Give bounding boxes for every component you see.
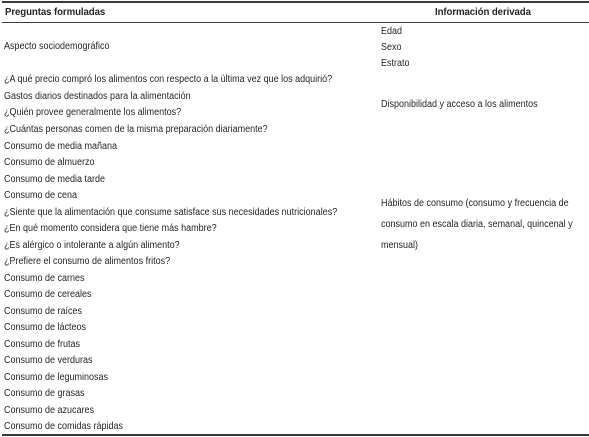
derived-habitos: Hábitos de consumo (consumo y frecuencia de consumo en escala diaria, semanal, quincenal y mensual)	[381, 198, 573, 251]
table-row: Consumo de cereales	[4, 289, 92, 300]
table-row: ¿Quién provee generalmente los alimentos?	[4, 107, 182, 118]
table-row: Consumo de frutas	[4, 339, 81, 350]
table-row: ¿Es alérgico o intolerante a algún alimento?	[4, 240, 180, 251]
table-row: ¿Cuántas personas comen de la misma preparación diariamente?	[4, 124, 268, 135]
table-row: ¿Prefiere el consumo de alimentos fritos?	[4, 256, 171, 267]
derived-estrato: Estrato	[381, 58, 410, 69]
table-row: Consumo de raíces	[4, 306, 83, 317]
derived-disponibilidad: Disponibilidad y acceso a los alimentos	[381, 99, 538, 110]
table-row: Consumo de media mañana	[4, 141, 118, 152]
table-row: Consumo de media tarde	[4, 174, 106, 185]
table-row: ¿En qué momento considera que tiene más hambre?	[4, 223, 217, 234]
table-top-rule	[2, 1, 589, 3]
derived-edad: Edad	[381, 26, 403, 37]
table-row: Consumo de azucares	[4, 405, 95, 416]
table-row: Consumo de verduras	[4, 355, 93, 366]
table-row: Consumo de almuerzo	[4, 157, 95, 168]
table-row: Consumo de cena	[4, 190, 78, 201]
table-row: Consumo de comidas rápidas	[4, 421, 124, 432]
table-row: Consumo de lácteos	[4, 322, 87, 333]
table-header-rule	[2, 22, 589, 23]
table-bottom-rule	[2, 434, 589, 436]
table-row: ¿Siente que la alimentación que consume satisface sus necesidades nutricionales?	[4, 207, 338, 218]
header-informacion: Información derivada	[435, 6, 531, 18]
table-row: Consumo de carnes	[4, 273, 85, 284]
table-row: Aspecto sociodemográfico	[4, 41, 110, 52]
header-preguntas: Preguntas formuladas	[5, 6, 106, 18]
derived-sexo: Sexo	[381, 42, 402, 53]
table-row: Gastos diarios destinados para la alimentación	[4, 91, 191, 102]
table-row: Consumo de leguminosas	[4, 372, 109, 383]
table-row: Consumo de grasas	[4, 388, 85, 399]
table-row: ¿A qué precio compró los alimentos con respecto a la última vez que los adquirió?	[4, 74, 333, 85]
